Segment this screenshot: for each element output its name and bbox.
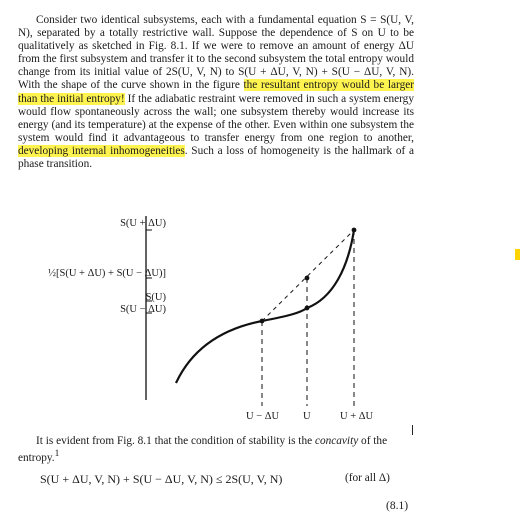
equation-condition: (for all Δ) xyxy=(345,472,390,484)
x-label-u: U xyxy=(303,411,311,422)
equation-8-1 xyxy=(40,472,480,487)
highlight-resultant-entropy: the resultant entropy would be larger than the initial entropy! xyxy=(18,79,415,105)
y-label-s-u: S(U) xyxy=(145,292,166,303)
point-chord-mid xyxy=(305,276,310,281)
text-cursor xyxy=(412,425,413,435)
point-u xyxy=(305,306,310,311)
paragraph-text: It is evident from Fig. 8.1 that the condition of stability is the xyxy=(36,435,315,447)
paragraph-text: of the entropy. xyxy=(18,435,388,464)
y-label-s-u-minus: S(U − ΔU) xyxy=(120,304,166,315)
figure-8-1 xyxy=(18,208,398,426)
entropy-curve xyxy=(176,230,354,383)
paragraph-text: . Such a loss of homogeneity is the hallmark of a phase transition. xyxy=(18,144,414,171)
equation-number: (8.1) xyxy=(386,500,409,512)
point-u-plus xyxy=(352,228,357,233)
footnote-mark: 1 xyxy=(54,449,60,460)
x-label-u-plus: U + ΔU xyxy=(340,411,374,422)
y-label-s-u-plus: S(U + ΔU) xyxy=(120,218,166,229)
paragraph-concavity xyxy=(18,435,414,465)
y-label-average: ½[S(U + ΔU) + S(U − ΔU)] xyxy=(48,268,166,279)
highlight-marker xyxy=(515,249,520,260)
equation-text: S(U + ΔU, V, N) + S(U − ΔU, V, N) ≤ 2S(U, V, N) xyxy=(40,472,283,486)
entropy-curve-plot xyxy=(18,208,398,426)
x-label-u-minus: U − ΔU xyxy=(246,411,280,422)
paragraph-text: Consider two identical subsystems, each with a fundamental equation S = S(U, V, N), separated by a totally restrictive wall. Suppose the dependence of S on U to be qualitatively as sketched in Fig. 8.1. If we were to remove an amount of energy ΔU from the first subsystem and transfer it to the second subsystem the total entropy would change from its initial value of 2S(U, V, N) to S(U + ΔU, V, N) + S(U − ΔU, V, N). With the shape of the curve shown in the figure xyxy=(18,14,414,92)
highlight-inhomogeneities: developing internal inhomogeneities xyxy=(18,144,185,157)
point-u-minus xyxy=(260,319,265,324)
paragraph-stability xyxy=(18,14,414,171)
emphasis-concavity: concavity xyxy=(314,435,359,447)
paragraph-text: If the adiabatic restraint were removed in such a system energy would flow spontaneously across the wall; one subsystem thereby would increase its energy (and its temperature) at the expense of the other. Even within one subsystem the system would find it advantageous to transfer energy from one region to another, xyxy=(18,92,414,144)
